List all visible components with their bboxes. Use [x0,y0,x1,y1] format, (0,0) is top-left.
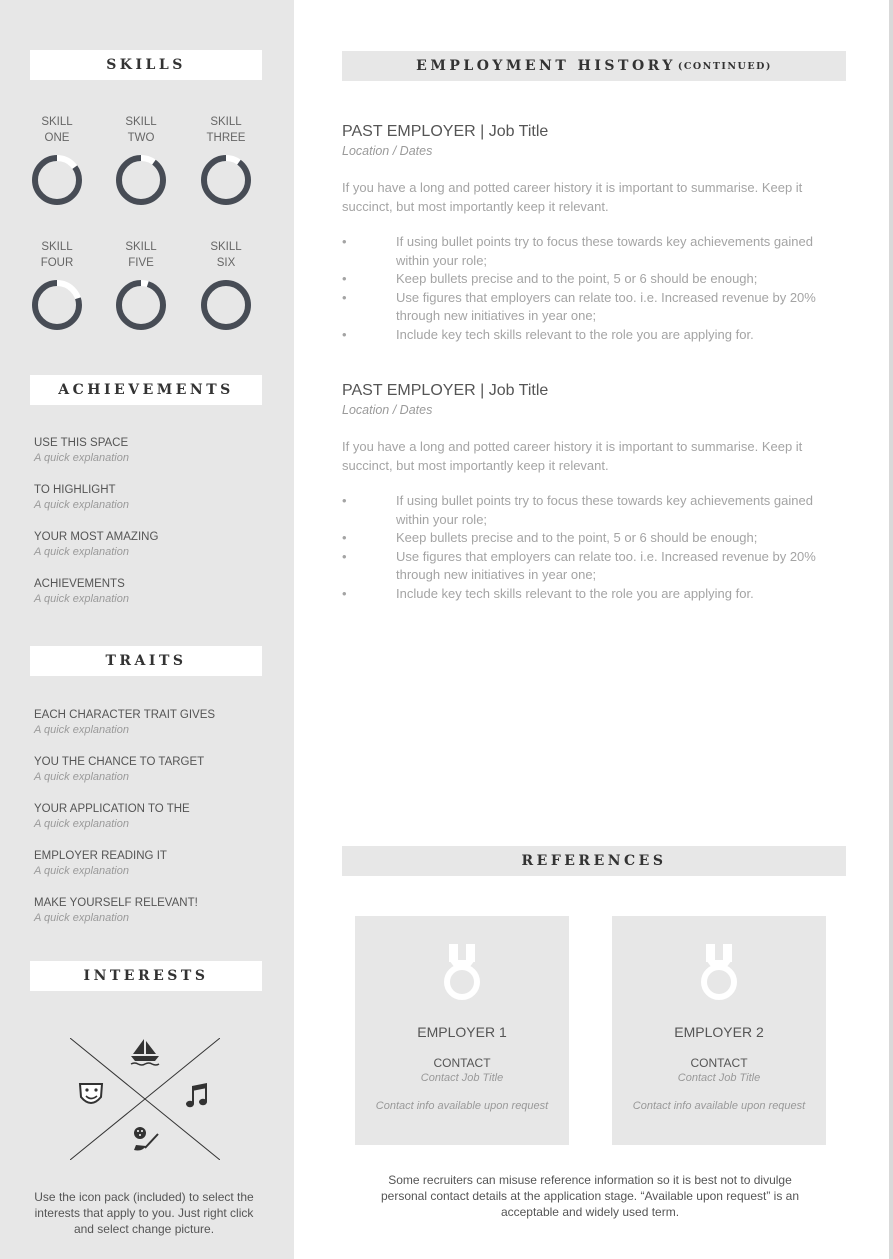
achievement-title: USE THIS SPACE [34,437,129,449]
skills-heading: SKILLS [30,50,262,80]
references-heading: REFERENCES [342,846,846,876]
trait-item [34,802,274,832]
skill-label-line1: SKILL [210,241,242,253]
skill-label-line2: THREE [206,132,246,144]
medal-icon [444,944,480,1002]
job-bullets [342,233,842,344]
skill-label-line2: SIX [216,257,236,269]
trait-sub: A quick explanation [34,771,129,783]
trait-item [34,755,274,785]
reference-availability: Contact info available upon request [375,1100,549,1112]
trait-title: EACH CHARACTER TRAIT GIVES [34,709,216,721]
skill-label-line2: TWO [127,132,155,144]
trait-sub: A quick explanation [34,818,129,830]
job-entry [342,122,842,344]
reference-availability: Contact info available upon request [632,1100,806,1112]
trait-sub: A quick explanation [34,912,129,924]
job-bullet: • Include key tech skills relevant to the role you are applying for. [342,326,842,345]
achievement-title: YOUR MOST AMAZING [34,531,159,543]
job-location-dates: Location / Dates [342,144,433,158]
skill-label-line2: ONE [44,132,70,144]
skill-five [111,239,171,331]
skill-label-line2: FIVE [128,257,154,269]
achievement-item [34,436,274,466]
interests-note: Use the icon pack (included) to select the interests that apply to you. Just right click and select change picture. [34,1190,254,1236]
skill-four [27,239,87,331]
job-summary: If you have a long and potted career history it is important to summarise. Keep it succinct, but most importantly keep it relevant. [342,439,803,473]
skill-ring [115,154,167,206]
sidebar [0,0,294,1259]
achievement-sub: A quick explanation [34,593,129,605]
trait-title: YOU THE CHANCE TO TARGET [34,756,205,768]
skill-ring [200,154,252,206]
trait-item [34,849,274,879]
job-bullet: • If using bullet points try to focus these towards key achievements gained within your role; [342,492,842,529]
employment-heading-suffix: (CONTINUED) [677,60,772,72]
skill-ring [200,279,252,331]
trait-sub: A quick explanation [34,724,129,736]
skill-ring [31,279,83,331]
job-location-dates: Location / Dates [342,403,433,417]
achievement-item [34,530,274,560]
skill-label-line1: SKILL [41,116,73,128]
achievement-sub: A quick explanation [34,452,129,464]
job-bullet: • Use figures that employers can relate too. i.e. Increased revenue by 20% through new initiatives in year one; [342,548,842,585]
skill-two [111,114,171,206]
medal-icon [701,944,737,1002]
trait-title: MAKE YOURSELF RELEVANT! [34,897,198,909]
reference-card [612,916,826,1145]
job-title: PAST EMPLOYER | Job Title [342,382,549,399]
achievements-heading: ACHIEVEMENTS [30,375,262,405]
skill-label-line1: SKILL [125,116,157,128]
job-bullet: • Keep bullets precise and to the point, 5 or 6 should be enough; [342,529,842,548]
page-edge [889,0,893,1259]
job-bullet: • Keep bullets precise and to the point, 5 or 6 should be enough; [342,270,842,289]
reference-card [355,916,569,1145]
achievement-item [34,483,274,513]
achievement-title: TO HIGHLIGHT [34,484,116,496]
achievement-sub: A quick explanation [34,546,129,558]
achievement-sub: A quick explanation [34,499,129,511]
employment-heading [342,51,846,81]
reference-employer: EMPLOYER 1 [417,1024,507,1040]
job-bullets [342,492,842,603]
golf-icon [134,1127,158,1151]
achievement-title: ACHIEVEMENTS [34,578,125,590]
skill-label-line1: SKILL [125,241,157,253]
trait-sub: A quick explanation [34,865,129,877]
skill-ring [115,279,167,331]
interests-graphic [70,1038,220,1160]
sailboat-icon [131,1039,159,1065]
trait-title: EMPLOYER READING IT [34,850,167,862]
skill-ring [31,154,83,206]
theatre-mask-icon [80,1084,102,1103]
reference-contact: CONTACT [433,1056,491,1070]
skill-label-line1: SKILL [210,116,242,128]
employment-heading-text: EMPLOYMENT HISTORY [416,58,676,74]
trait-item [34,896,274,926]
skill-label-line2: FOUR [40,257,74,269]
reference-employer: EMPLOYER 2 [674,1024,764,1040]
job-bullet: • Include key tech skills relevant to the role you are applying for. [342,585,842,604]
job-bullet: • Use figures that employers can relate too. i.e. Increased revenue by 20% through new initiatives in year one; [342,289,842,326]
job-entry [342,381,842,603]
reference-contact-title: Contact Job Title [677,1072,761,1084]
skill-label-line1: SKILL [41,241,73,253]
traits-heading: TRAITS [30,646,262,676]
job-title: PAST EMPLOYER | Job Title [342,123,549,140]
references-note: Some recruiters can misuse reference information so it is best not to divulge personal contact details at the application stage. “Available upon request” is an acceptable and widely used term. [380,1173,800,1219]
reference-contact: CONTACT [690,1056,748,1070]
trait-item [34,708,274,738]
music-note-icon [186,1083,207,1107]
interests-heading: INTERESTS [30,961,262,991]
job-bullet: • If using bullet points try to focus these towards key achievements gained within your role; [342,233,842,270]
trait-title: YOUR APPLICATION TO THE [34,803,190,815]
job-summary: If you have a long and potted career history it is important to summarise. Keep it succinct, but most importantly keep it relevant. [342,180,803,214]
reference-contact-title: Contact Job Title [420,1072,504,1084]
achievement-item [34,577,274,607]
skill-six [196,239,256,331]
skill-one [27,114,87,206]
skill-three [196,114,256,206]
